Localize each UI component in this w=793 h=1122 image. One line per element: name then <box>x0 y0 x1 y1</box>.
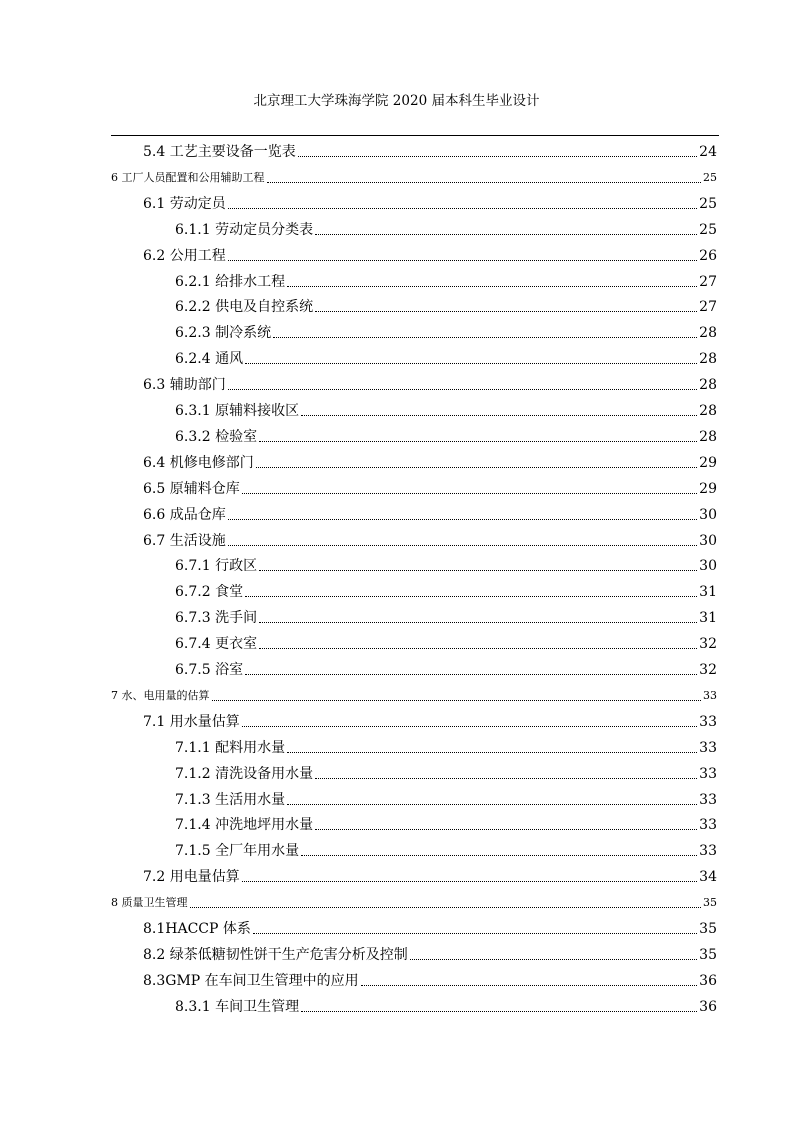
toc-dot-leader <box>315 233 697 235</box>
toc-entry-title: 6.7.1 行政区 <box>175 558 258 575</box>
toc-entry-page-number: 32 <box>699 662 717 678</box>
toc-entry[interactable] <box>175 607 717 627</box>
toc-dot-leader <box>259 569 697 571</box>
toc-entry[interactable] <box>175 789 717 809</box>
toc-entry-title: 6.3.2 检验室 <box>175 428 258 445</box>
toc-entry[interactable] <box>175 400 717 420</box>
toc-entry-page-number: 36 <box>699 998 717 1015</box>
toc-entry-title: 6.7.4 更衣室 <box>175 636 258 653</box>
toc-entry-page-number: 33 <box>699 739 717 756</box>
toc-entry[interactable] <box>143 918 717 938</box>
toc-entry[interactable] <box>143 504 717 524</box>
toc-entry-page-number: 26 <box>699 247 717 264</box>
toc-entry[interactable] <box>175 763 717 783</box>
toc-dot-leader <box>242 492 697 494</box>
toc-entry[interactable] <box>175 555 717 575</box>
toc-dot-leader <box>259 440 697 442</box>
toc-entry-title: 7.1.4 冲洗地坪用水量 <box>175 817 314 834</box>
toc-entry[interactable] <box>111 167 717 187</box>
toc-entry[interactable] <box>111 685 717 705</box>
toc-entry-title: 8.3.1 车间卫生管理 <box>175 998 300 1015</box>
toc-entry-title: 5.4 工艺主要设备一览表 <box>143 144 296 160</box>
toc-entry-page-number: 25 <box>699 195 717 212</box>
toc-entry-title: 6.4 机修电修部门 <box>143 454 254 471</box>
toc-entry[interactable] <box>175 737 717 757</box>
toc-entry-page-number: 34 <box>699 869 717 886</box>
toc-entry[interactable] <box>175 348 717 368</box>
toc-entry[interactable] <box>175 219 717 239</box>
toc-dot-leader <box>301 414 697 416</box>
toc-entry-page-number: 33 <box>699 765 717 782</box>
toc-dot-leader <box>245 673 697 675</box>
toc-entry-page-number: 33 <box>699 817 717 834</box>
toc-entry-page-number: 28 <box>699 403 717 419</box>
toc-entry-page-number: 35 <box>699 946 717 963</box>
toc-entry-title: 8 质量卫生管理 <box>111 896 188 910</box>
toc-dot-leader <box>301 854 697 856</box>
toc-entry-title: 7.1.1 配料用水量 <box>175 739 286 756</box>
toc-dot-leader <box>315 777 697 779</box>
toc-dot-leader <box>361 984 698 986</box>
toc-entry-title: 7.1 用水量估算 <box>143 713 240 730</box>
toc-dot-leader <box>298 155 697 157</box>
toc-dot-leader <box>315 310 697 312</box>
toc-entry-page-number: 33 <box>703 688 717 702</box>
toc-entry-page-number: 28 <box>699 428 717 445</box>
toc-entry-page-number: 29 <box>699 454 717 471</box>
toc-entry-page-number: 27 <box>699 299 717 316</box>
toc-entry-page-number: 35 <box>699 921 717 937</box>
toc-dot-leader <box>287 751 697 753</box>
toc-dot-leader <box>190 906 702 908</box>
toc-entry[interactable] <box>175 426 717 446</box>
toc-entry-page-number: 29 <box>699 480 717 497</box>
toc-entry-title: 8.3GMP 在车间卫生管理中的应用 <box>143 972 359 989</box>
toc-dot-leader <box>287 803 697 805</box>
toc-dot-leader <box>259 621 697 623</box>
toc-entry-title: 7 水、电用量的估算 <box>111 688 210 702</box>
toc-entry-page-number: 28 <box>699 377 717 394</box>
toc-entry-title: 6.3.1 原辅料接收区 <box>175 403 300 419</box>
toc-entry-title: 7.1.5 全厂年用水量 <box>175 843 300 860</box>
toc-dot-leader <box>245 595 697 597</box>
toc-entry[interactable] <box>175 840 717 860</box>
toc-dot-leader <box>301 1010 697 1012</box>
toc-dot-leader <box>245 362 697 364</box>
toc-entry[interactable] <box>143 452 717 472</box>
toc-dot-leader <box>267 181 702 183</box>
toc-entry[interactable] <box>175 659 717 679</box>
toc-dot-leader <box>287 285 697 287</box>
toc-dot-leader <box>410 958 697 960</box>
toc-entry[interactable] <box>143 970 717 990</box>
toc-entry-page-number: 36 <box>699 972 717 989</box>
toc-entry-page-number: 32 <box>699 636 717 653</box>
toc-entry-title: 7.1.3 生活用水量 <box>175 791 286 808</box>
toc-entry[interactable] <box>175 322 717 342</box>
toc-dot-leader <box>228 544 697 546</box>
toc-dot-leader <box>228 259 697 261</box>
toc-dot-leader <box>242 725 697 727</box>
toc-dot-leader <box>315 828 697 830</box>
toc-entry-page-number: 33 <box>699 791 717 808</box>
toc-entry[interactable] <box>175 581 717 601</box>
toc-entry-title: 6.2 公用工程 <box>143 247 226 264</box>
toc-entry[interactable] <box>143 245 717 265</box>
toc-entry-title: 7.1.2 清洗设备用水量 <box>175 765 314 782</box>
toc-entry-page-number: 31 <box>699 610 717 627</box>
toc-entry-page-number: 27 <box>699 273 717 290</box>
toc-entry-page-number: 28 <box>699 351 717 368</box>
toc-dot-leader <box>242 880 697 882</box>
toc-entry-title: 6 工厂人员配置和公用辅助工程 <box>111 170 265 184</box>
toc-entry[interactable] <box>175 996 717 1016</box>
toc-entry[interactable] <box>111 892 717 912</box>
toc-entry[interactable] <box>143 193 717 213</box>
toc-entry[interactable] <box>175 814 717 834</box>
toc-entry-title: 6.2.2 供电及自控系统 <box>175 299 314 316</box>
toc-entry-title: 8.1HACCP 体系 <box>143 921 251 937</box>
toc-entry[interactable] <box>143 866 717 886</box>
toc-entry-title: 7.2 用电量估算 <box>143 869 240 886</box>
toc-entry-title: 6.3 辅助部门 <box>143 377 226 394</box>
toc-entry[interactable] <box>143 530 717 550</box>
toc-entry[interactable] <box>143 141 717 161</box>
toc-entry-page-number: 31 <box>699 584 717 601</box>
toc-entry[interactable] <box>143 478 717 498</box>
toc-dot-leader <box>228 388 697 390</box>
toc-entry-title: 6.1 劳动定员 <box>143 195 226 212</box>
toc-entry-page-number: 33 <box>699 713 717 730</box>
toc-entry-title: 6.7.3 洗手间 <box>175 610 258 627</box>
toc-entry-title: 6.6 成品仓库 <box>143 506 226 523</box>
toc-dot-leader <box>228 518 697 520</box>
toc-entry-title: 6.7.5 浴室 <box>175 662 244 678</box>
toc-entry-page-number: 24 <box>699 144 717 160</box>
toc-dot-leader <box>273 336 697 338</box>
toc-entry[interactable] <box>175 296 717 316</box>
toc-entry-title: 6.7.2 食堂 <box>175 584 244 601</box>
toc-entry-page-number: 35 <box>703 896 717 910</box>
toc-entry-page-number: 25 <box>703 170 717 184</box>
toc-entry-page-number: 28 <box>699 325 717 342</box>
toc-entry[interactable] <box>175 633 717 653</box>
toc-entry-title: 6.7 生活设施 <box>143 532 226 549</box>
toc-entry-title: 6.2.4 通风 <box>175 351 244 368</box>
toc-entry-title: 8.2 绿茶低糖韧性饼干生产危害分析及控制 <box>143 946 408 963</box>
toc-entry-title: 6.5 原辅料仓库 <box>143 480 240 497</box>
toc-entry-title: 6.2.1 给排水工程 <box>175 273 286 290</box>
toc-dot-leader <box>212 699 702 701</box>
toc-entry-page-number: 33 <box>699 843 717 860</box>
toc-entry[interactable] <box>175 271 717 291</box>
toc-dot-leader <box>256 466 697 468</box>
toc-entry-page-number: 30 <box>699 506 717 523</box>
toc-entry-page-number: 30 <box>699 532 717 549</box>
toc-entry[interactable] <box>143 711 717 731</box>
toc-entry-page-number: 25 <box>699 221 717 238</box>
toc-dot-leader <box>228 207 697 209</box>
toc-entry-title: 6.1.1 劳动定员分类表 <box>175 221 314 238</box>
toc-entry-page-number: 30 <box>699 558 717 575</box>
toc-entry-title: 6.2.3 制冷系统 <box>175 325 272 342</box>
toc-entry[interactable] <box>143 944 717 964</box>
toc-dot-leader <box>259 647 697 649</box>
toc-dot-leader <box>253 932 697 934</box>
toc-entry[interactable] <box>143 374 717 394</box>
page-header: 北京理工大学珠海学院 2020 届本科生毕业设计 <box>253 93 540 109</box>
